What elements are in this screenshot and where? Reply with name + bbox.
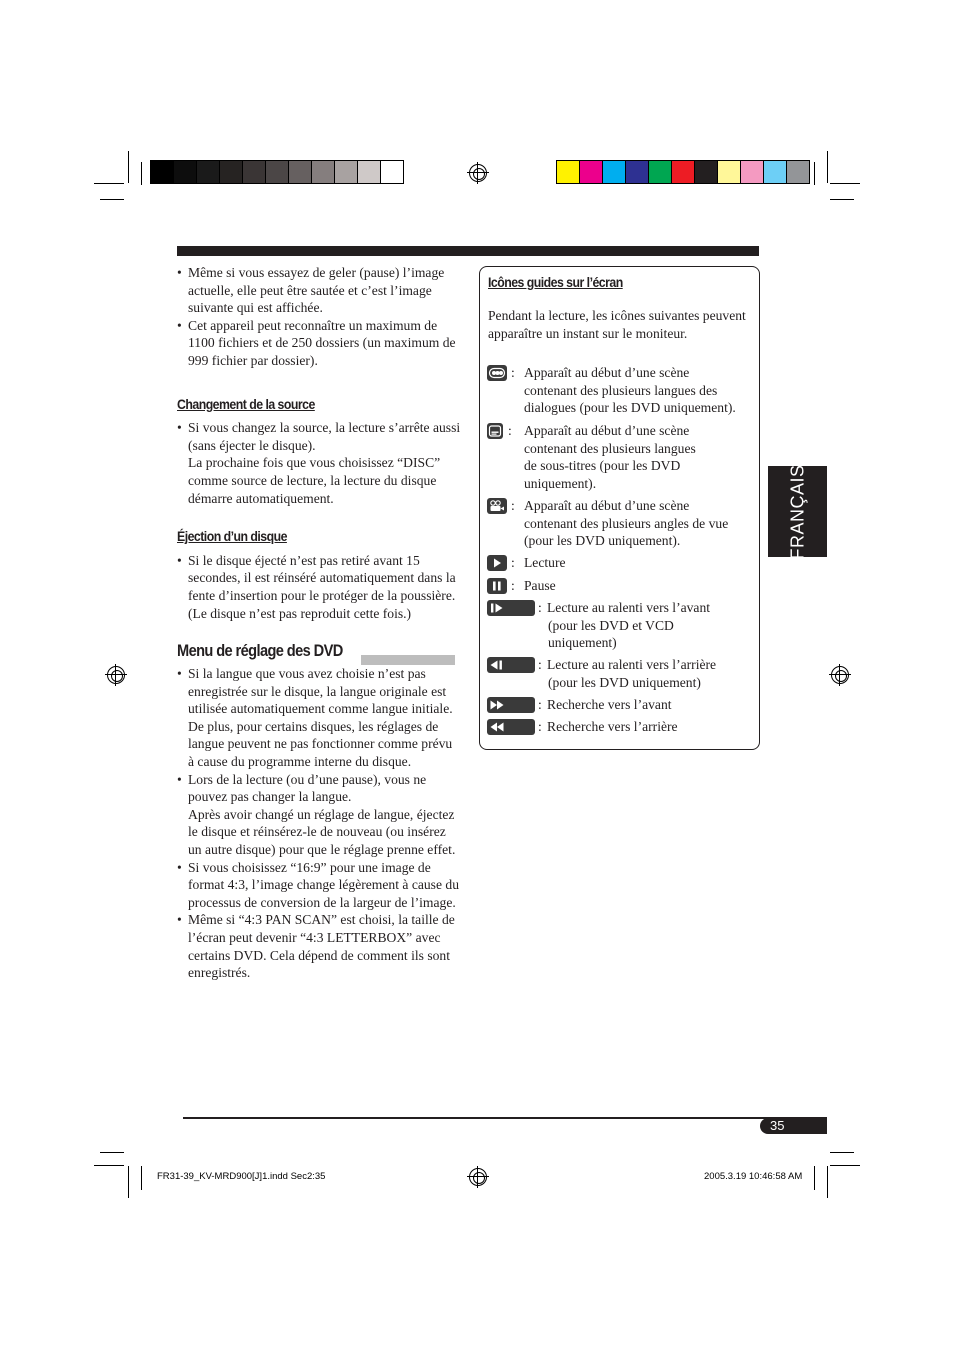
box-intro: Pendant la lecture, les icônes suivantes peuvent apparaître un instant sur le moniteur.: [488, 308, 746, 341]
top-rule: [177, 246, 759, 256]
play-icon: [487, 555, 507, 571]
calibration-swatch: [557, 161, 580, 183]
icon-desc-line: Recherche vers l’arrière: [547, 719, 678, 734]
icon-desc-line: Apparaît au début d’une scène: [524, 498, 690, 513]
left-column: [177, 264, 461, 982]
icon-desc-line: (pour les DVD uniquement): [548, 674, 701, 690]
icon-desc-line: Apparaît au début d’une scène: [524, 423, 690, 438]
calibration-swatch: [289, 161, 312, 183]
list-item: [177, 771, 461, 859]
calibration-swatch: [718, 161, 741, 183]
language-tab-label: FRANÇAIS: [787, 463, 807, 560]
calibration-swatch: [580, 161, 603, 183]
list-item-text: Lors de la lecture (ou d’une pause), vous ne pouvez pas changer la langue.: [188, 771, 427, 805]
calibration-swatch: [672, 161, 695, 183]
icon-desc-line: Recherche vers l’avant: [547, 697, 672, 712]
icon-desc-line: Pause: [524, 578, 556, 593]
icon-desc-line: Lecture au ralenti vers l’arrière: [547, 657, 717, 672]
footer-file-slug: FR31-39_KV-MRD900[J]1.indd Sec2:35: [157, 1171, 326, 1182]
icon-desc-line: Lecture: [524, 555, 566, 570]
slow-forward-icon: [487, 600, 535, 616]
list-item-text: La prochaine fois que vous choisissez “DISC” comme source de lecture, la lecture du disque démarre automatiquement.: [188, 455, 441, 506]
ejection-list: [177, 552, 461, 622]
calibration-swatch: [381, 161, 403, 183]
intro-list: [177, 264, 461, 370]
color-calibration-strip: [556, 160, 810, 184]
calibration-swatch: [266, 161, 289, 183]
list-item: • Même si vous essayez de geler (pause) l’image actuelle, elle peut être sautée et c’est l’image suivante qui est affichée.: [177, 264, 461, 317]
calibration-swatch: [649, 161, 672, 183]
grayscale-calibration-strip: [150, 160, 404, 184]
calibration-swatch: [626, 161, 649, 183]
registration-mark: [831, 666, 849, 684]
icon-desc-line: de sous-titres (pour les DVD: [524, 458, 681, 474]
list-item: • Si la langue que vous avez choisie n’est pas enregistrée sur le disque, la langue originale est utilisée automatiquement comme langue initiale. De plus, pour certains disques, les réglages de langue peuvent ne pas fonctionner comme prévu à cause du programme interne du disque.: [177, 665, 461, 771]
icon-desc-line: Apparaît au début d’une scène: [524, 365, 690, 380]
language-tab: [768, 463, 827, 560]
fast-reverse-icon: [487, 719, 535, 735]
calibration-swatch: [764, 161, 787, 183]
fast-forward-icon: [487, 697, 535, 713]
calibration-swatch: [741, 161, 764, 183]
icon-desc-line: uniquement).: [524, 475, 597, 491]
pause-icon: [487, 578, 507, 594]
icon-desc-line: (pour les DVD uniquement).: [524, 533, 681, 549]
page-number: 35: [770, 1118, 785, 1133]
calibration-swatch: [220, 161, 243, 183]
calibration-swatch: [312, 161, 335, 183]
list-item: • Même si “4:3 PAN SCAN” est choisi, la taille de l’écran peut devenir “4:3 LETTERBOX” avec certains DVD. Cela dépend de comment ils sont enregistrés.: [177, 911, 461, 981]
icon-desc-line: uniquement): [548, 635, 617, 651]
calibration-swatch: [243, 161, 266, 183]
calibration-swatch: [358, 161, 381, 183]
list-item-text: Si vous changez la source, la lecture s’arrête aussi (sans éjecter le disque).: [188, 420, 461, 453]
icon-desc-line: dialogues (pour les DVD uniquement).: [524, 400, 736, 416]
box-heading: Icônes guides sur l’écran: [488, 274, 623, 290]
slow-reverse-icon: [487, 657, 535, 673]
icon-desc-line: (pour les DVD et VCD: [548, 617, 674, 633]
dvd-menu-list: [177, 665, 461, 982]
calibration-swatch: [335, 161, 358, 183]
source-list: [177, 419, 461, 507]
icon-desc-line: Lecture au ralenti vers l’avant: [547, 600, 711, 615]
calibration-swatch: [695, 161, 718, 183]
icon-desc-line: contenant des plusieurs langues des: [524, 382, 718, 398]
calibration-swatch: [603, 161, 626, 183]
registration-mark: [469, 1168, 487, 1186]
section-heading-source: Changement de la source: [177, 395, 315, 412]
calibration-swatch: [197, 161, 220, 183]
footer-date-slug: 2005.3.19 10:46:58 AM: [704, 1171, 803, 1182]
list-item-text: Après avoir changé un réglage de langue, éjectez le disque et réinsérez-le de nouveau (ou insérez un autre disque) pour que le réglage prenne effet.: [188, 806, 456, 858]
registration-mark: [469, 164, 487, 182]
audio-language-icon: [487, 365, 507, 381]
calibration-swatch: [174, 161, 197, 183]
list-item: • Si le disque éjecté n’est pas retiré avant 15 secondes, il est réinséré automatiquement dans la fente d’insertion pour le protéger de la poussière. (Le disque n’est pas reproduit cette fois.): [177, 552, 461, 622]
camera-angle-icon: [487, 498, 507, 514]
calibration-swatch: [787, 161, 809, 183]
calibration-swatch: [151, 161, 174, 183]
page-number-badge: [760, 1118, 827, 1134]
bottom-rule: [183, 1117, 827, 1119]
icon-desc-line: contenant des plusieurs langues: [524, 440, 696, 456]
heading-decor-bar: [361, 655, 455, 665]
section-heading-ejection: Éjection d’un disque: [177, 528, 287, 545]
subtitle-icon: [487, 423, 503, 439]
list-item: • Cet appareil peut reconnaître un maximum de 1100 fichiers et de 250 dossiers (un maximum de 999 fichier par dossier).: [177, 317, 461, 370]
section-heading-dvd-menu: Menu de réglage des DVD: [177, 641, 343, 661]
list-item: • Si vous choisissez “16:9” pour une image de format 4:3, l’image change légèrement à cause du processus de conversion de la largeur de l’image.: [177, 859, 461, 912]
icon-desc-line: contenant des plusieurs angles de vue: [524, 515, 729, 531]
registration-mark: [107, 666, 125, 684]
list-item: [177, 419, 461, 507]
